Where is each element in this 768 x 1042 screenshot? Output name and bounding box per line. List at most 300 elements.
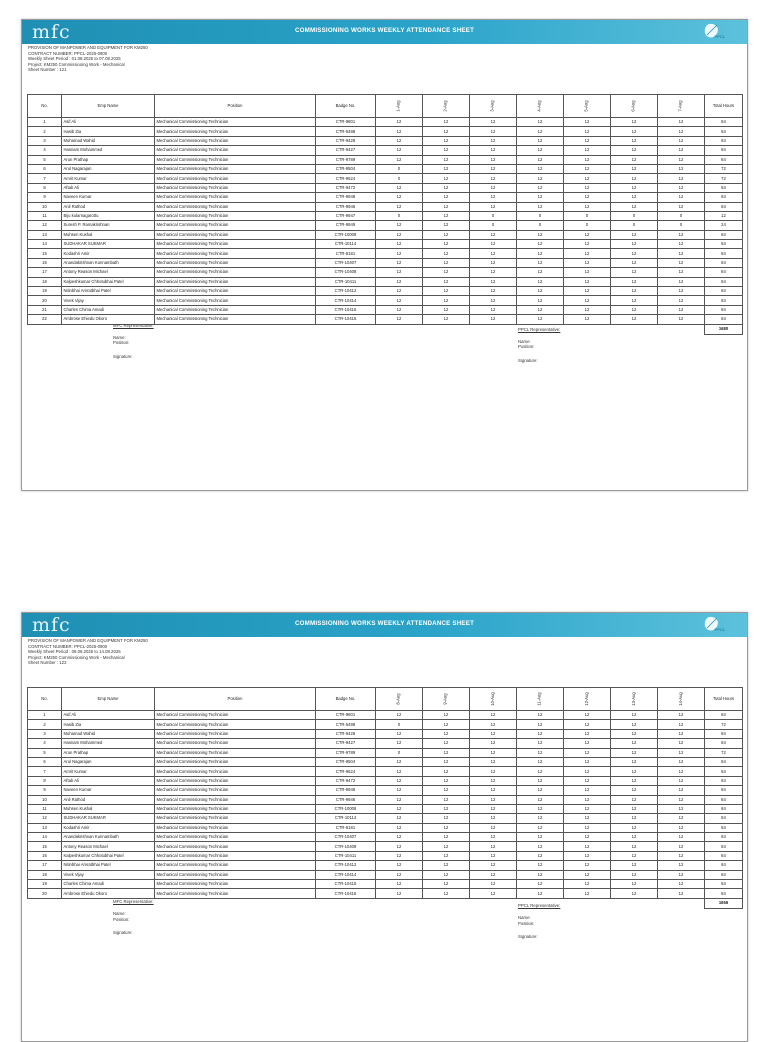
table-cell-badge-no: CTR-10414: [316, 870, 376, 879]
table-cell-day: 12: [564, 127, 611, 136]
column-header-day: [423, 95, 470, 118]
ppcl-leaf-logo-icon: [679, 614, 723, 636]
table-row: [28, 118, 743, 127]
table-cell-emp-name: Kalpeshkumar Chhotubhai Patel: [62, 851, 155, 860]
table-cell-day: 12: [611, 767, 658, 776]
column-header-label: 2-Aug: [443, 100, 448, 112]
table-cell-day: 12: [611, 240, 658, 249]
table-cell-day: 12: [658, 146, 705, 155]
table-cell-no: 6: [28, 164, 62, 173]
table-cell-day: 12: [470, 776, 517, 785]
column-header-day: [517, 688, 564, 711]
table-cell-emp-name: Arun Prathap: [62, 155, 155, 164]
table-cell-day: 12: [611, 795, 658, 804]
table-cell-badge-no: CTR-9947: [316, 211, 376, 220]
table-cell-day: 12: [658, 164, 705, 173]
table-cell-position: Mechanical Commissioning Technician: [155, 851, 316, 860]
ppcl-rep-position: Position:: [518, 920, 535, 926]
table-cell-day: 12: [423, 305, 470, 314]
table-cell-no: 18: [28, 870, 62, 879]
table-cell-day: 12: [564, 258, 611, 267]
mfc-representative-block: [113, 323, 154, 359]
table-cell-position: Mechanical Commissioning Technician: [155, 136, 316, 145]
table-cell-day: 12: [564, 870, 611, 879]
ppcl-rep-name: Name:: [518, 914, 531, 920]
table-cell-badge-no: CTR-9504: [316, 757, 376, 766]
table-cell-no: 20: [28, 296, 62, 305]
column-header-label: 12-Aug: [583, 692, 589, 706]
table-cell-total-hours: 84: [705, 296, 743, 305]
table-cell-day: 12: [470, 202, 517, 211]
ppcl-logo-text: PPCL: [714, 34, 725, 39]
table-cell-position: Mechanical Commissioning Technician: [155, 711, 316, 720]
table-cell-day: 12: [470, 804, 517, 813]
table-cell-day: 12: [517, 767, 564, 776]
table-cell-day: 0: [658, 221, 705, 230]
table-cell-day: 12: [423, 720, 470, 729]
table-cell-day: 12: [470, 889, 517, 898]
column-header-day: [470, 688, 517, 711]
table-cell-day: 0: [517, 221, 564, 230]
table-cell-day: 12: [376, 795, 423, 804]
table-cell-no: 14: [28, 833, 62, 842]
table-cell-day: 12: [470, 258, 517, 267]
table-cell-position: Mechanical Commissioning Technician: [155, 155, 316, 164]
table-cell-day: 12: [470, 795, 517, 804]
table-cell-day: 12: [564, 136, 611, 145]
table-cell-day: 12: [376, 823, 423, 832]
table-cell-day: 12: [517, 146, 564, 155]
table-cell-day: 12: [470, 296, 517, 305]
table-row: [28, 889, 743, 898]
table-cell-total-hours: 84: [705, 146, 743, 155]
table-cell-position: Mechanical Commissioning Technician: [155, 757, 316, 766]
table-cell-day: 12: [517, 230, 564, 239]
table-cell-total-hours: 84: [705, 739, 743, 748]
table-cell-badge-no: CTR-9946: [316, 795, 376, 804]
table-cell-day: 12: [376, 240, 423, 249]
table-cell-emp-name: Muhsen Kushal: [62, 804, 155, 813]
column-header-day: [611, 95, 658, 118]
table-cell-day: 12: [658, 823, 705, 832]
table-cell-day: 12: [611, 277, 658, 286]
table-cell-day: 12: [658, 193, 705, 202]
table-cell-emp-name: Nitinbhai Amratbhai Patel: [62, 861, 155, 870]
table-cell-day: 12: [658, 786, 705, 795]
table-cell-no: 17: [28, 268, 62, 277]
table-cell-day: 12: [517, 127, 564, 136]
info-line: Weekly Sheet Period : 08.08.2025 to 14.08.2025: [28, 649, 121, 655]
table-row: [28, 767, 743, 776]
table-cell-day: 12: [376, 889, 423, 898]
table-cell-day: 12: [658, 729, 705, 738]
table-cell-day: 12: [423, 155, 470, 164]
table-cell-no: 16: [28, 851, 62, 860]
table-cell-badge-no: CTR-9428: [316, 729, 376, 738]
table-cell-day: 12: [423, 776, 470, 785]
table-body: [28, 711, 743, 909]
table-cell-day: 12: [564, 786, 611, 795]
table-cell-day: 0: [611, 221, 658, 230]
table-cell-day: 12: [658, 305, 705, 314]
table-cell-day: 12: [611, 258, 658, 267]
table-cell-total-hours: 84: [705, 880, 743, 889]
table-cell-day: 12: [470, 240, 517, 249]
empty-cell: [470, 324, 517, 334]
table-cell-day: 12: [376, 851, 423, 860]
table-row: [28, 861, 743, 870]
table-row: [28, 776, 743, 785]
table-row: [28, 249, 743, 258]
table-cell-day: 12: [423, 118, 470, 127]
table-row: [28, 258, 743, 267]
table-row: [28, 305, 743, 314]
table-cell-day: 12: [611, 268, 658, 277]
table-row: [28, 804, 743, 813]
table-cell-total-hours: 84: [705, 776, 743, 785]
table-cell-day: 12: [611, 146, 658, 155]
table-cell-no: 18: [28, 277, 62, 286]
table-cell-day: 12: [423, 221, 470, 230]
grand-total: 1680: [705, 324, 743, 334]
table-cell-no: 4: [28, 146, 62, 155]
table-row: [28, 193, 743, 202]
table-cell-day: 12: [470, 249, 517, 258]
table-cell-day: 12: [611, 833, 658, 842]
table-cell-day: 12: [564, 823, 611, 832]
table-cell-no: 8: [28, 183, 62, 192]
table-cell-day: 12: [470, 851, 517, 860]
table-cell-position: Mechanical Commissioning Technician: [155, 287, 316, 296]
table-cell-total-hours: 84: [705, 305, 743, 314]
table-cell-day: 12: [423, 174, 470, 183]
table-cell-no: 14: [28, 240, 62, 249]
table-cell-day: 12: [564, 193, 611, 202]
table-row: [28, 155, 743, 164]
table-cell-emp-name: Charles Chima Amadi: [62, 305, 155, 314]
table-cell-emp-name: Kalpeshkumar Chhotubhai Patel: [62, 277, 155, 286]
table-cell-day: 12: [564, 230, 611, 239]
table-cell-day: 12: [611, 296, 658, 305]
table-cell-emp-name: Antony Reason Michael: [62, 268, 155, 277]
table-cell-emp-name: Kodashri Amir: [62, 823, 155, 832]
table-cell-badge-no: CTR-9428: [316, 136, 376, 145]
table-row: [28, 880, 743, 889]
table-cell-no: 11: [28, 804, 62, 813]
ppcl-rep-signature: Signature:: [518, 934, 538, 940]
table-cell-day: 12: [611, 249, 658, 258]
table-cell-emp-name: Vivek Vijay: [62, 296, 155, 305]
column-header-label: 6-Aug: [631, 100, 636, 112]
mfc-rep-title: MFC Representative:: [113, 899, 154, 905]
table-cell-day: 12: [658, 118, 705, 127]
table-cell-total-hours: 84: [705, 249, 743, 258]
table-cell-day: 12: [517, 315, 564, 324]
table-row: [28, 748, 743, 757]
table-cell-no: 16: [28, 258, 62, 267]
table-row: [28, 823, 743, 832]
mfc-logo-icon: mfc: [32, 614, 71, 636]
table-cell-no: 19: [28, 880, 62, 889]
table-cell-total-hours: 72: [705, 720, 743, 729]
mfc-rep-name: Name:: [113, 910, 126, 916]
column-header-label: 9-Aug: [443, 693, 448, 705]
empty-cell: [316, 324, 376, 334]
table-cell-day: 12: [564, 711, 611, 720]
table-cell-day: 12: [658, 814, 705, 823]
table-cell-badge-no: CTR-10407: [316, 833, 376, 842]
attendance-sheet: [21, 612, 748, 1042]
table-cell-day: 12: [658, 795, 705, 804]
table-cell-day: 12: [611, 870, 658, 879]
column-header-label: Total Hours: [712, 103, 735, 108]
table-cell-position: Mechanical Commissioning Technician: [155, 823, 316, 832]
table-cell-day: 12: [470, 814, 517, 823]
table-cell-day: 12: [564, 889, 611, 898]
table-cell-emp-name: Charles Chima Amadi: [62, 880, 155, 889]
table-cell-badge-no: CTR-10414: [316, 296, 376, 305]
table-cell-no: 10: [28, 202, 62, 211]
table-row: [28, 240, 743, 249]
empty-cell: [470, 898, 517, 908]
table-cell-day: 12: [564, 296, 611, 305]
table-cell-day: 0: [376, 174, 423, 183]
table-cell-day: 12: [564, 795, 611, 804]
table-cell-day: 12: [423, 880, 470, 889]
ppcl-representative-block: [518, 903, 560, 939]
table-cell-day: 12: [470, 174, 517, 183]
table-cell-position: Mechanical Commissioning Technician: [155, 305, 316, 314]
table-cell-total-hours: 84: [705, 193, 743, 202]
table-cell-day: 12: [611, 164, 658, 173]
table-cell-day: 12: [517, 268, 564, 277]
table-cell-day: 12: [517, 739, 564, 748]
table-cell-day: 12: [564, 804, 611, 813]
column-header-day: [564, 688, 611, 711]
table-cell-day: 12: [611, 155, 658, 164]
ppcl-rep-title: PPCL Representative:: [518, 903, 561, 909]
table-cell-day: 12: [517, 833, 564, 842]
sheet-title: COMMISSIONING WORKS WEEKLY ATTENDANCE SHEET: [294, 620, 475, 627]
table-cell-day: 12: [611, 776, 658, 785]
column-header-total-hours: [705, 95, 743, 118]
column-header-badge-no: [316, 688, 376, 711]
table-cell-no: 3: [28, 136, 62, 145]
table-cell-day: 12: [517, 240, 564, 249]
table-cell-day: 12: [423, 240, 470, 249]
table-cell-day: 12: [376, 786, 423, 795]
table-cell-day: 12: [423, 164, 470, 173]
table-cell-day: 12: [611, 711, 658, 720]
table-cell-no: 17: [28, 861, 62, 870]
table-cell-day: 12: [564, 776, 611, 785]
table-row: [28, 720, 743, 729]
table-cell-day: 12: [423, 287, 470, 296]
table-cell-total-hours: 84: [705, 786, 743, 795]
table-cell-day: 12: [423, 258, 470, 267]
table-cell-day: 12: [658, 861, 705, 870]
table-cell-emp-name: Ambrose Ehiedu Okoro: [62, 315, 155, 324]
table-cell-total-hours: 84: [705, 851, 743, 860]
table-cell-day: 12: [564, 767, 611, 776]
table-cell-emp-name: Muhamad Wahid: [62, 136, 155, 145]
table-cell-badge-no: CTR-9946: [316, 202, 376, 211]
column-header-label: 3-Aug: [490, 100, 495, 112]
table-cell-badge-no: CTR-10412: [316, 287, 376, 296]
table-cell-emp-name: Anil Rathod: [62, 795, 155, 804]
table-cell-day: 12: [423, 183, 470, 192]
table-cell-total-hours: 84: [705, 240, 743, 249]
table-cell-badge-no: CTR-9524: [316, 767, 376, 776]
table-cell-emp-name: Vivek Vijay: [62, 870, 155, 879]
table-row: [28, 786, 743, 795]
table-cell-position: Mechanical Commissioning Technician: [155, 870, 316, 879]
table-cell-no: 19: [28, 287, 62, 296]
table-cell-day: 12: [423, 861, 470, 870]
column-header-day: [517, 95, 564, 118]
sheet-banner: [22, 20, 747, 44]
table-cell-day: 12: [564, 739, 611, 748]
table-cell-no: 5: [28, 155, 62, 164]
table-cell-day: 12: [564, 249, 611, 258]
table-cell-day: 12: [517, 711, 564, 720]
table-cell-no: 2: [28, 127, 62, 136]
table-cell-emp-name: Ambrose Ehiedu Okoro: [62, 889, 155, 898]
table-row: [28, 221, 743, 230]
table-cell-day: 12: [376, 814, 423, 823]
table-row: [28, 795, 743, 804]
table-cell-day: 12: [423, 757, 470, 766]
info-line: Project: KM250 Commissioning Work - Mechanical: [28, 61, 125, 67]
table-cell-position: Mechanical Commissioning Technician: [155, 296, 316, 305]
table-cell-day: 12: [423, 296, 470, 305]
table-cell-day: 12: [423, 277, 470, 286]
table-cell-day: 12: [658, 277, 705, 286]
table-cell-day: 12: [564, 183, 611, 192]
table-cell-day: 12: [423, 193, 470, 202]
table-cell-day: 12: [564, 720, 611, 729]
table-cell-day: 12: [376, 202, 423, 211]
table-cell-position: Mechanical Commissioning Technician: [155, 164, 316, 173]
table-cell-total-hours: 84: [705, 118, 743, 127]
table-cell-day: 12: [470, 870, 517, 879]
table-row: [28, 870, 743, 879]
table-cell-position: Mechanical Commissioning Technician: [155, 748, 316, 757]
table-header-row: [28, 688, 743, 711]
empty-cell: [376, 324, 423, 334]
table-cell-day: 12: [376, 221, 423, 230]
ppcl-rep-signature: Signature:: [518, 357, 538, 363]
table-cell-day: 12: [423, 795, 470, 804]
table-cell-position: Mechanical Commissioning Technician: [155, 804, 316, 813]
ppcl-logo-text: PPCL: [714, 627, 725, 632]
table-cell-day: 12: [470, 155, 517, 164]
table-cell-day: 12: [658, 889, 705, 898]
table-cell-position: Mechanical Commissioning Technician: [155, 221, 316, 230]
table-cell-day: 12: [564, 155, 611, 164]
table-cell-no: 2: [28, 720, 62, 729]
table-cell-day: 12: [517, 814, 564, 823]
table-cell-day: 12: [376, 880, 423, 889]
table-cell-total-hours: 84: [705, 833, 743, 842]
table-cell-day: 12: [376, 155, 423, 164]
table-cell-emp-name: Hasnam Mohammed: [62, 146, 155, 155]
table-cell-no: 13: [28, 230, 62, 239]
table-cell-badge-no: CTR-9427: [316, 739, 376, 748]
table-cell-emp-name: Muhamad Wahid: [62, 729, 155, 738]
empty-cell: [155, 898, 316, 908]
table-cell-day: 12: [564, 880, 611, 889]
table-cell-day: 12: [564, 814, 611, 823]
table-cell-day: 12: [517, 870, 564, 879]
ppcl-rep-title: PPCL Representative:: [518, 327, 561, 333]
ppcl-rep-position: Position:: [518, 344, 535, 350]
table-cell-day: 12: [376, 146, 423, 155]
table-cell-day: 12: [611, 823, 658, 832]
empty-cell: [423, 324, 470, 334]
info-line: Weekly Sheet Period : 01.08.2025 to 07.08.2025: [28, 56, 121, 62]
table-cell-day: 12: [517, 164, 564, 173]
table-cell-badge-no: CTR-10411: [316, 277, 376, 286]
table-cell-badge-no: CTR-9948: [316, 786, 376, 795]
table-row: [28, 833, 743, 842]
column-header-no: [28, 95, 62, 118]
empty-cell: [28, 898, 62, 908]
table-cell-total-hours: 84: [705, 711, 743, 720]
table-cell-emp-name: SUDHAKAR SUKMAR: [62, 814, 155, 823]
table-cell-emp-name: Biju kularnagarottu: [62, 211, 155, 220]
table-cell-emp-name: Anandakrishnan Kunnambath: [62, 833, 155, 842]
table-cell-badge-no: CTR-10114: [316, 814, 376, 823]
table-cell-position: Mechanical Commissioning Technician: [155, 277, 316, 286]
table-cell-total-hours: 84: [705, 277, 743, 286]
mfc-rep-signature: Signature:: [113, 353, 133, 359]
ppcl-leaf-logo-icon: [679, 21, 723, 43]
table-cell-day: 12: [658, 880, 705, 889]
table-cell-day: 12: [658, 249, 705, 258]
table-row: [28, 851, 743, 860]
table-cell-day: 12: [658, 230, 705, 239]
table-cell-day: 12: [470, 305, 517, 314]
table-cell-total-hours: 84: [705, 814, 743, 823]
table-cell-emp-name: Arul Nagarajan: [62, 757, 155, 766]
table-cell-no: 9: [28, 193, 62, 202]
table-cell-day: 12: [564, 174, 611, 183]
table-cell-day: 12: [423, 889, 470, 898]
table-cell-day: 12: [658, 155, 705, 164]
table-cell-day: 12: [517, 842, 564, 851]
column-header-label: Emp Name: [97, 103, 119, 108]
table-cell-day: 12: [376, 287, 423, 296]
table-cell-no: 3: [28, 729, 62, 738]
table-cell-emp-name: Asif Ali: [62, 118, 155, 127]
table-cell-day: 12: [564, 833, 611, 842]
table-cell-day: 12: [517, 258, 564, 267]
table-cell-day: 12: [470, 127, 517, 136]
table-cell-day: 12: [376, 739, 423, 748]
table-cell-emp-name: Aftab Ali: [62, 776, 155, 785]
table-cell-emp-name: Hasib Zia: [62, 127, 155, 136]
table-cell-position: Mechanical Commissioning Technician: [155, 861, 316, 870]
table-cell-day: 12: [470, 757, 517, 766]
column-header-label: No.: [41, 696, 48, 701]
table-cell-day: 12: [517, 880, 564, 889]
table-cell-day: 12: [423, 315, 470, 324]
table-cell-day: 12: [611, 174, 658, 183]
table-cell-day: 12: [658, 767, 705, 776]
table-cell-day: 12: [517, 786, 564, 795]
table-cell-day: 12: [658, 258, 705, 267]
